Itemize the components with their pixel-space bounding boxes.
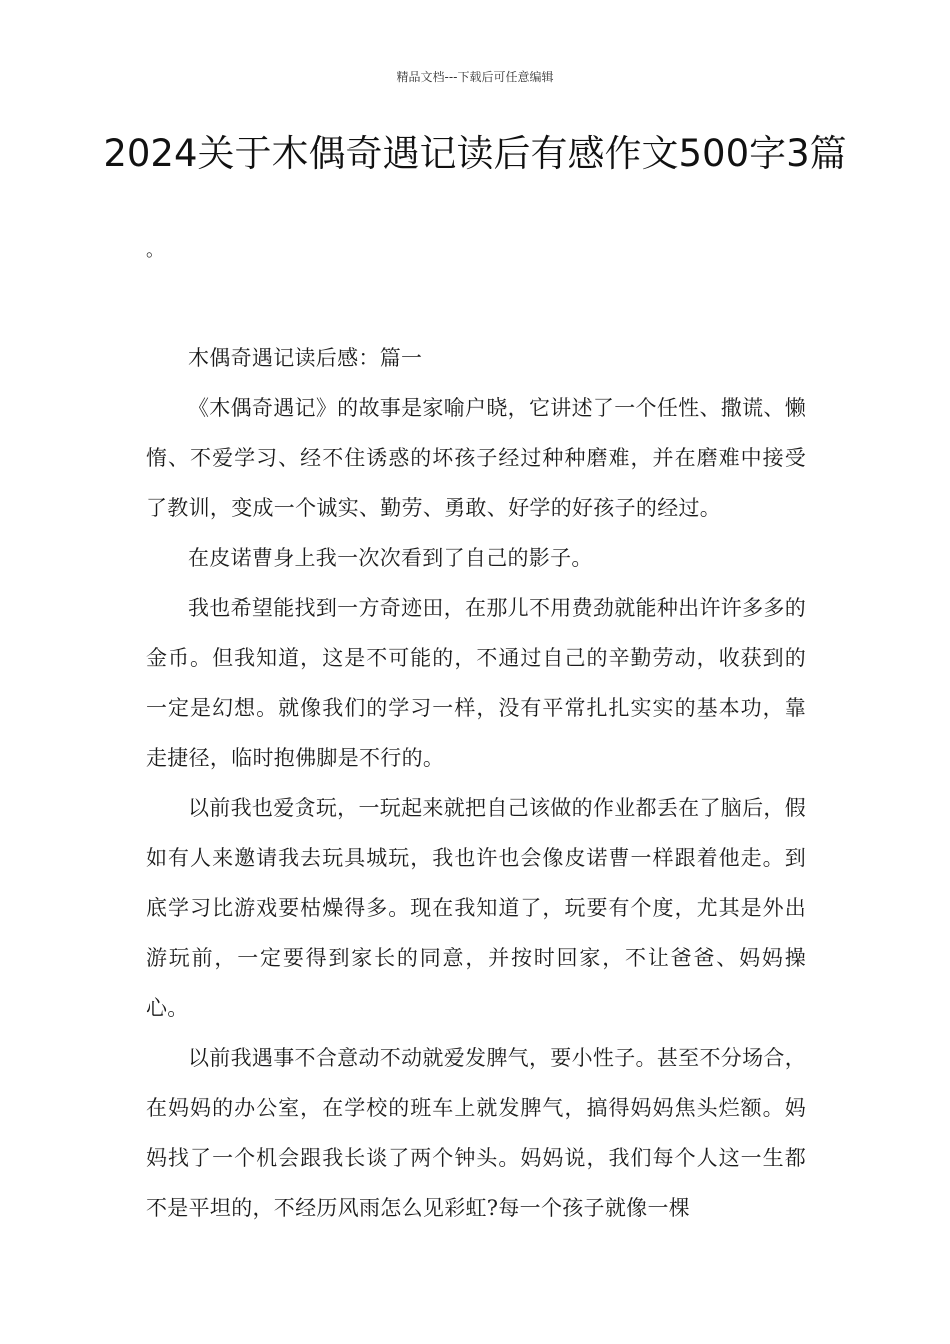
header-note: 精品文档---下载后可任意编辑 [396, 70, 554, 84]
article-body [146, 333, 806, 1233]
paragraph: 在皮诺曹身上我一次次看到了自己的影子。 [188, 546, 593, 570]
paragraph: 以前我也爱贪玩，一玩起来就把自己该做的作业都丢在了脑后，假如有人来邀请我去玩具城玩，我也许也会像皮诺曹一样跟着他走。到底学习比游戏要枯燥得多。现在我知道了，玩要有个度，尤其是外出游玩前，一定要得到家长的同意，并按时回家，不让爸爸、妈妈操心。 [146, 796, 806, 1020]
paragraph: 以前我遇事不合意动不动就爱发脾气，要小性子。甚至不分场合，在妈妈的办公室，在学校的班车上就发脾气，搞得妈妈焦头烂额。妈妈找了一个机会跟我长谈了两个钟头。妈妈说，我们每个人这一生都不是平坦的，不经历风雨怎么见彩虹?每一个孩子就像一棵 [146, 1046, 806, 1220]
paragraph: 《木偶奇遇记》的故事是家喻户晓，它讲述了一个任性、撒谎、懒惰、不爱学习、经不住诱惑的坏孩子经过种种磨难，并在磨难中接受了教训，变成一个诚实、勤劳、勇敢、好学的好孩子的经过。 [146, 396, 806, 520]
page-title: 2024关于木偶奇遇记读后有感作文500字3篇 [103, 132, 847, 175]
paragraph-heading: 木偶奇遇记读后感：篇一 [188, 346, 423, 370]
lead-mark: 。 [146, 240, 164, 261]
paragraph: 我也希望能找到一方奇迹田，在那儿不用费劲就能种出许许多多的金币。但我知道，这是不可能的，不通过自己的辛勤劳动，收获到的一定是幻想。就像我们的学习一样，没有平常扎扎实实的基本功，靠走捷径，临时抱佛脚是不行的。 [146, 596, 806, 770]
